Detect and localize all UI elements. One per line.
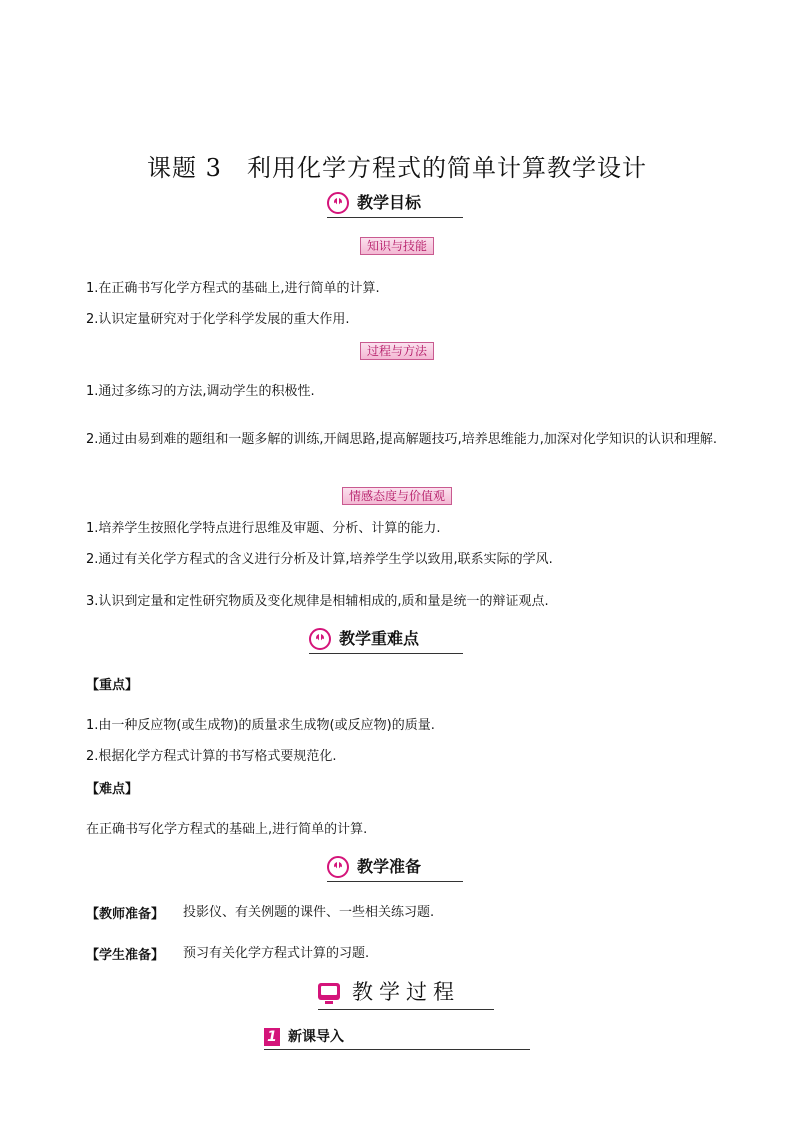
down-arrow-icon [309, 628, 331, 650]
label-difficult-points: 【难点】 [86, 782, 139, 797]
section-title: 教学准备 [357, 857, 422, 876]
text-line: 1.通过多练习的方法,调动学生的积极性. [86, 384, 315, 399]
label-student-prep: 【学生准备】 [86, 948, 165, 963]
step-number-badge: 1 [264, 1028, 280, 1046]
text-line: 2.根据化学方程式计算的书写格式要规范化. [86, 749, 337, 764]
section-keypoints-header [309, 628, 463, 654]
text-paragraph [60, 424, 750, 456]
text-line: 1.培养学生按照化学特点进行思维及审题、分析、计算的能力. [86, 521, 441, 536]
text-line: 1.由一种反应物(或生成物)的质量求生成物(或反应物)的质量. [86, 718, 435, 733]
text-line: 2.通过由易到难的题组和一题多解的训练,开阔思路,提高解题技巧,培养思维能力,加深对化学知识的认识和理解. [86, 432, 718, 447]
subsection-title: 新课导入 [288, 1029, 344, 1045]
section-title: 教学重难点 [339, 629, 420, 648]
divider [327, 881, 463, 882]
text-line: 在正确书写化学方程式的基础上,进行简单的计算. [86, 822, 368, 837]
badge-attitude-values: 情感态度与价值观 [342, 487, 452, 505]
section-title: 教学目标 [357, 193, 422, 212]
divider [264, 1049, 530, 1050]
divider [327, 217, 463, 218]
label-key-points: 【重点】 [86, 678, 139, 693]
subsection-new-lesson [264, 1028, 530, 1050]
section-process-header [318, 980, 494, 1008]
badge-knowledge-skills: 知识与技能 [360, 237, 434, 255]
text-line: 2.通过有关化学方程式的含义进行分析及计算,培养学生学以致用,联系实际的学风. [86, 552, 553, 567]
section-preparation-header [327, 856, 463, 882]
down-arrow-icon [327, 856, 349, 878]
section-objectives-header [327, 192, 463, 218]
text-line: 投影仪、有关例题的课件、一些相关练习题. [183, 905, 435, 920]
badge-process-method: 过程与方法 [360, 342, 434, 360]
page-title: 课题 3 利用化学方程式的简单计算教学设计 [147, 154, 647, 182]
text-line: 2.认识定量研究对于化学科学发展的重大作用. [86, 312, 350, 327]
text-line: 1.在正确书写化学方程式的基础上,进行简单的计算. [86, 281, 380, 296]
divider [309, 653, 463, 654]
label-teacher-prep: 【教师准备】 [86, 907, 165, 922]
monitor-icon [318, 983, 340, 1000]
text-line: 3.认识到定量和定性研究物质及变化规律是相辅相成的,质和量是统一的辩证观点. [86, 594, 549, 609]
down-arrow-icon [327, 192, 349, 214]
divider [318, 1009, 494, 1010]
section-title: 教学过程 [352, 980, 460, 1004]
text-line: 预习有关化学方程式计算的习题. [183, 946, 370, 961]
